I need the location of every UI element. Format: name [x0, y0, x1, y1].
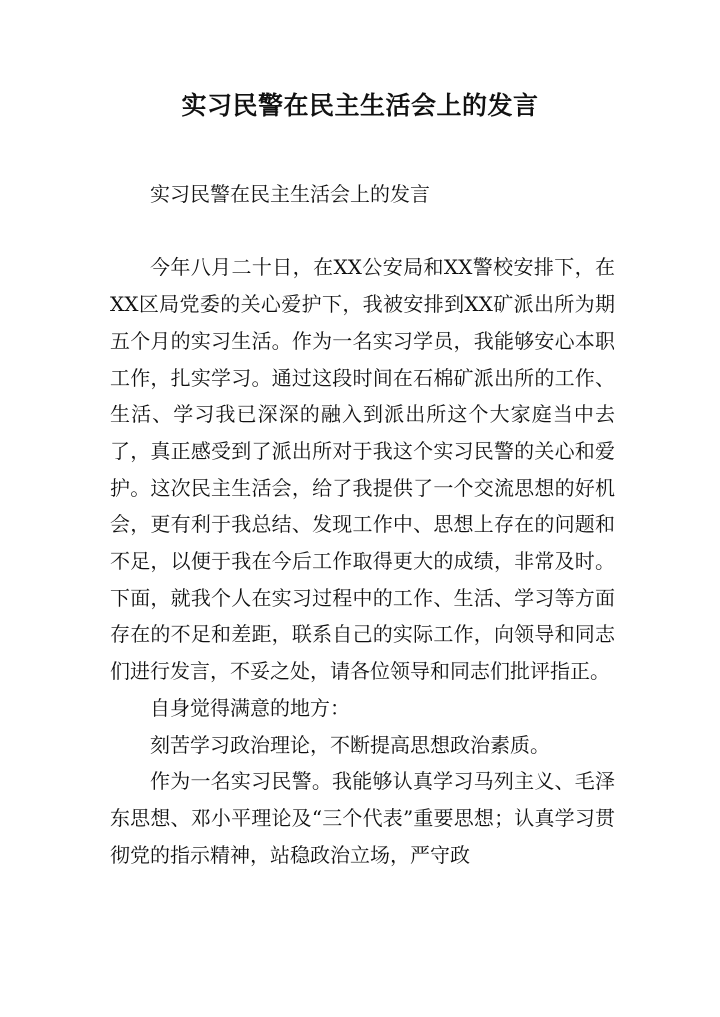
body-paragraph: 作为一名实习民警。我能够认真学习马列主义、毛泽东思想、邓小平理论及“三个代表”重要思想；认真学习贯彻党的指示精神，站稳政治立场，严守政: [110, 769, 615, 867]
subheading-paragraph: 刻苦学习政治理论，不断提高思想政治素质。: [150, 732, 550, 757]
paragraph-gap: [110, 213, 615, 250]
document-title: 实习民警在民主生活会上的发言: [181, 91, 539, 120]
intro-paragraph: 今年八月二十日，在XX公安局和XX警校安排下，在XX区局党委的关心爱护下，我被安排到XX矿派出所为期五个月的实习生活。作为一名实习学员，我能够安心本职工作，扎实学习。通过这段时间在石棉矿派出所的工作、生活、学习我已深深的融入到派出所这个大家庭当中去了，真正感受到了派出所对于我这个实习民警的关心和爱护。这次民主生活会，给了我提供了一个交流思想的好机会，更有利于我总结、发现工作中、思想上存在的问题和不足，以便于我在今后工作取得更大的成绩，非常及时。下面，就我个人在实习过程中的工作、生活、学习等方面存在的不足和差距，联系自己的实际工作，向领导和同志们进行发言，不妥之处，请各位领导和同志们批评指正。: [110, 255, 615, 684]
document-body: [110, 176, 615, 873]
section-heading-paragraph: 自身觉得满意的地方：: [150, 695, 350, 720]
subtitle-paragraph: 实习民警在民主生活会上的发言: [150, 182, 430, 206]
